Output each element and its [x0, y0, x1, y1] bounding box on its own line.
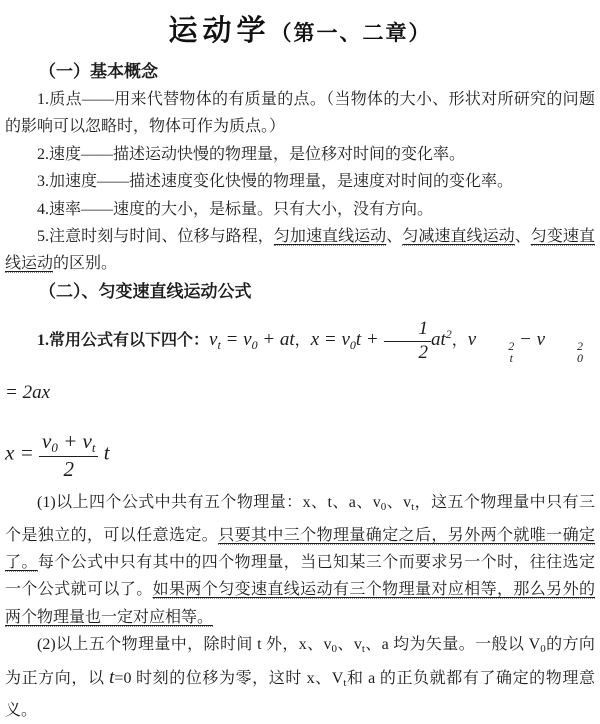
text-run: + [57, 428, 83, 453]
text-run: − [514, 328, 537, 350]
underlined-emphasis: 只要其中三个物理量确定之后，另外两个就唯一确定了。 [5, 526, 595, 572]
fraction-denominator [384, 342, 432, 364]
text-run: 、 [314, 669, 332, 687]
note-1-five-quantities [5, 489, 595, 631]
section-2-heading: （二）、匀变速直线运动公式 [39, 281, 252, 301]
text-run: t [257, 636, 262, 654]
text-run: at [431, 328, 446, 350]
subscript: t [509, 351, 513, 366]
text-run: t [411, 501, 415, 514]
superscript: 2 [508, 338, 515, 353]
underlined-emphasis: 匀变速直线运动 [5, 228, 595, 273]
text-run: v [323, 636, 332, 654]
text-run: 的正负就都有了确定的物理意义。 [5, 669, 595, 720]
average-velocity-displacement-formula [5, 430, 595, 481]
text-run: v [536, 328, 545, 350]
underlined-emphasis: 如果两个匀变速直线运动有三个物理量对应相等，那么另外的两个物理量也一定对应相等。 [5, 581, 595, 626]
text-run: 外， [261, 636, 299, 654]
text-run: ，这五个物理量中只有三个是独立的，可以任意选定。 [5, 494, 595, 544]
doc-title-main: 运动学 [168, 15, 271, 47]
text-run: x [306, 669, 315, 687]
stacked-sup-sub [476, 340, 514, 365]
text-run: t [109, 666, 115, 688]
text-run: v [403, 494, 412, 512]
text-run: 均为矢量。一般以 [388, 636, 529, 654]
text-run: 2 [445, 326, 452, 341]
text-run: t [355, 328, 362, 350]
text-run: v [372, 494, 381, 512]
text-run: 、 [386, 228, 403, 246]
text-run: = [319, 328, 342, 350]
stacked-sup-sub [545, 340, 583, 365]
text-run: v [243, 328, 252, 350]
fraction-numerator [384, 319, 432, 342]
concept-item-distinctions [5, 223, 595, 278]
text-run: 1.质点——用来代替物体的有质量的点。（当物体的大小、形状对所研究的问题的影响可以忽略时，物体可作为质点。） [5, 91, 595, 136]
text-run: t [327, 494, 332, 512]
text-run: 的方向为正方向，以 [5, 636, 595, 687]
text-run: (1)以上四个公式中共有五个物理量： [37, 494, 303, 512]
text-run: t [217, 337, 221, 352]
text-run: 0 [51, 439, 58, 455]
superscript: 2 [577, 338, 583, 353]
fraction [39, 430, 98, 481]
text-run: 2 [63, 457, 74, 482]
text-run: V [528, 636, 541, 654]
text-run: t [98, 440, 110, 465]
fraction-numerator [39, 430, 98, 457]
text-run: 的区别。 [53, 255, 118, 273]
text-run: v [353, 636, 362, 654]
text-run: 0 [540, 643, 546, 656]
text-run: 2.速度——描述运动快慢的物理量，是位移对时间的变化率。 [37, 145, 466, 163]
text-run: t [361, 643, 365, 656]
text-run: a [348, 494, 356, 512]
doc-title [5, 8, 595, 49]
text-run: + [361, 328, 384, 350]
concept-item-acceleration [5, 168, 595, 195]
text-run: x [302, 494, 311, 512]
text-run: t [343, 676, 347, 689]
fraction [384, 319, 432, 364]
doc-title-chapters: （第一、二章） [270, 21, 432, 45]
text-run: x [5, 440, 15, 465]
text-run: ， [451, 331, 468, 349]
text-run: v [82, 428, 92, 453]
text-run: 、 [355, 494, 373, 512]
text-run: 2 [418, 341, 428, 363]
text-run: + at [257, 328, 295, 350]
text-run: x [298, 636, 307, 654]
text-run: V [331, 669, 344, 687]
text-run: 、 [364, 636, 382, 654]
text-run: 0 [251, 337, 258, 352]
text-run: 、 [386, 494, 404, 512]
text-run: 0 [380, 501, 387, 514]
text-run: v [209, 328, 218, 350]
text-run: a [368, 669, 376, 687]
concept-item-speed [5, 196, 595, 223]
concept-item-mass-point [5, 86, 595, 141]
text-run: 每个公式中只有其中的四个物理量，当已知某三个而要求另一个时，往往选定一个公式就可以了。 [5, 554, 595, 599]
text-run: 1.常用公式有以下四个： [37, 331, 210, 349]
text-run: 、 [514, 228, 531, 246]
text-run: 时刻的位移为零，这时 [131, 669, 307, 687]
text-run: 5.注意时刻与时间、位移与路程， [37, 228, 274, 246]
concept-item-velocity [5, 141, 595, 168]
note-2-vector-sign-convention [5, 631, 595, 724]
text-run: 0 [349, 337, 356, 352]
section-1-heading: （一）基本概念 [39, 62, 158, 81]
text-run: x [310, 328, 320, 350]
text-run: 、 [331, 494, 349, 512]
fraction-denominator [39, 457, 98, 481]
text-run: 、 [310, 494, 328, 512]
underlined-emphasis: 匀加速直线运动 [273, 228, 387, 246]
text-run: = 2ax [5, 381, 51, 403]
text-run: = [14, 440, 39, 465]
common-formulas-line [5, 310, 595, 418]
underlined-emphasis: 匀减速直线运动 [402, 228, 515, 246]
text-run: ， [294, 331, 311, 349]
text-run: 3.加速度——描述速度变化快慢的物理量，是速度对时间的变化率。 [37, 173, 514, 191]
text-run: 、 [337, 636, 354, 654]
text-run: t [91, 439, 96, 455]
text-run: v [42, 428, 52, 453]
text-run: 、 [306, 636, 324, 654]
text-run: v [467, 328, 477, 350]
text-run: 4.速率——速度的大小，是标量。只有大小，没有方向。 [37, 200, 434, 218]
text-run: a [381, 636, 389, 654]
text-run: (2)以上五个物理量中，除时间 [37, 636, 258, 654]
text-run: 0 [331, 643, 338, 656]
text-run: 1 [418, 317, 428, 339]
text-run: 和 [346, 669, 369, 687]
text-run: =0 [114, 669, 132, 687]
text-run: = [220, 328, 244, 350]
text-run: v [341, 328, 350, 350]
subscript: 0 [577, 351, 583, 366]
